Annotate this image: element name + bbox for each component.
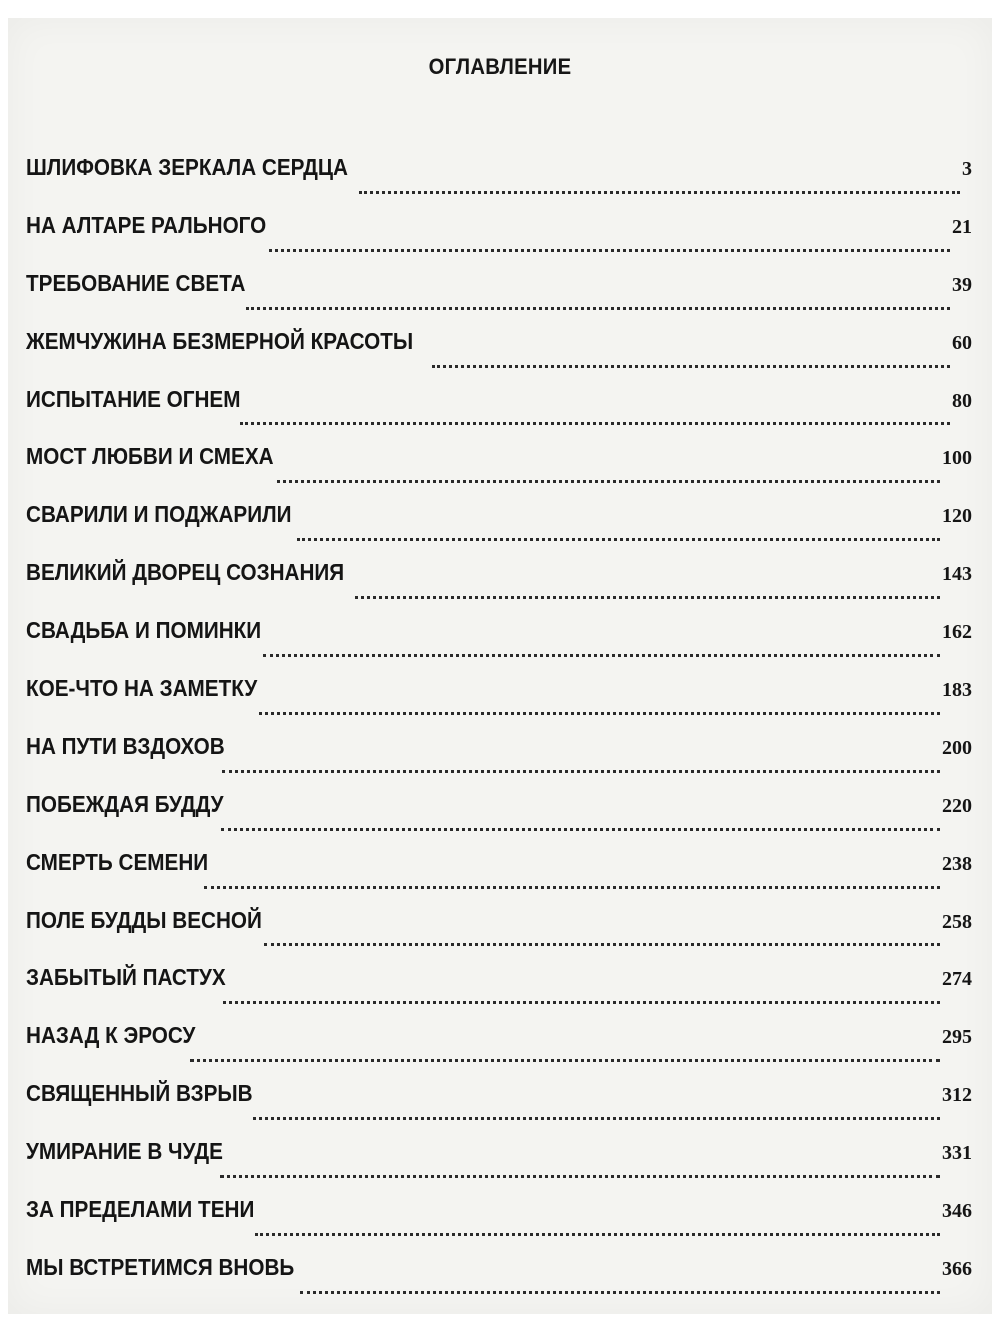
toc-entry[interactable] bbox=[26, 150, 972, 208]
toc-entry-title: СМЕРТЬ СЕМЕНИ bbox=[26, 848, 209, 875]
toc-entry-title: ЗАБЫТЫЙ ПАСТУХ bbox=[26, 964, 226, 991]
toc-entry-page-number: 238 bbox=[942, 852, 972, 875]
toc-entry-page-number: 312 bbox=[942, 1084, 972, 1107]
toc-entry[interactable] bbox=[26, 613, 972, 671]
dot-leader bbox=[253, 1114, 940, 1120]
toc-entry-page-number: 183 bbox=[942, 679, 972, 702]
dot-leader bbox=[264, 940, 940, 946]
toc-entry-page-number: 200 bbox=[942, 736, 972, 759]
toc-entry-title: СВЯЩЕННЫЙ ВЗРЫВ bbox=[26, 1080, 253, 1107]
toc-entry-title: СВАДЬБА И ПОМИНКИ bbox=[26, 617, 262, 644]
dot-leader bbox=[204, 883, 940, 889]
toc-entry[interactable] bbox=[26, 555, 972, 613]
toc-entry-title: НАЗАД К ЭРОСУ bbox=[26, 1022, 196, 1049]
toc-entry-title: ШЛИФОВКА ЗЕРКАЛА СЕРДЦА bbox=[26, 154, 348, 180]
toc-entry-page-number: 295 bbox=[942, 1026, 972, 1049]
dot-leader bbox=[269, 246, 950, 252]
dot-leader bbox=[300, 1288, 940, 1294]
toc-entry[interactable] bbox=[26, 1192, 972, 1250]
toc-entry-page-number: 39 bbox=[952, 273, 972, 296]
toc-entry-page-number: 258 bbox=[942, 910, 972, 933]
dot-leader bbox=[223, 998, 940, 1004]
dot-leader bbox=[259, 709, 940, 715]
dot-leader bbox=[220, 1172, 940, 1178]
toc-entry-page-number: 21 bbox=[952, 215, 972, 238]
toc-entry[interactable] bbox=[26, 324, 972, 382]
toc-entry-page-number: 162 bbox=[942, 621, 972, 644]
toc-entry-title: МОСТ ЛЮБВИ И СМЕХА bbox=[26, 443, 274, 470]
dot-leader bbox=[240, 419, 950, 425]
toc-entry-title: МЫ ВСТРЕТИМСЯ ВНОВЬ bbox=[26, 1253, 295, 1280]
toc-entry-page-number: 274 bbox=[942, 968, 972, 991]
dot-leader bbox=[263, 651, 940, 657]
toc-entry-page-number: 100 bbox=[942, 447, 972, 470]
toc-entry[interactable] bbox=[26, 1076, 972, 1134]
dot-leader bbox=[222, 767, 940, 773]
toc-entry-page-number: 220 bbox=[942, 794, 972, 817]
toc-entry-page-number: 120 bbox=[942, 505, 972, 528]
toc-entry-title: ИСПЫТАНИЕ ОГНЕМ bbox=[26, 385, 241, 412]
toc-entry[interactable] bbox=[26, 382, 972, 440]
toc-entry-page-number: 346 bbox=[942, 1200, 972, 1223]
dot-leader bbox=[355, 593, 940, 599]
toc-entry[interactable] bbox=[26, 671, 972, 729]
dot-leader bbox=[255, 1230, 940, 1236]
toc-entry-title: НА ПУТИ ВЗДОХОВ bbox=[26, 732, 225, 759]
toc-entry-page-number: 143 bbox=[942, 563, 972, 586]
dot-leader bbox=[432, 362, 950, 368]
toc-entry[interactable] bbox=[26, 208, 972, 266]
toc-entry-page-number: 3 bbox=[962, 158, 972, 180]
dot-leader bbox=[221, 825, 940, 831]
dot-leader bbox=[359, 188, 960, 194]
toc-entry[interactable] bbox=[26, 1250, 972, 1308]
dot-leader bbox=[190, 1056, 940, 1062]
toc-entry[interactable] bbox=[26, 1018, 972, 1076]
toc-entry-title: НА АЛТАРЕ РАЛЬНОГО bbox=[26, 211, 267, 238]
toc-entry[interactable] bbox=[26, 729, 972, 787]
page-title: ОГЛАВЛЕНИЕ bbox=[428, 54, 572, 79]
dot-leader bbox=[246, 304, 951, 310]
toc-entry-title: ЖЕМЧУЖИНА БЕЗМЕРНОЙ КРАСОТЫ bbox=[26, 327, 414, 354]
toc-entry[interactable] bbox=[26, 903, 972, 961]
dot-leader bbox=[277, 477, 940, 483]
toc-entry-page-number: 60 bbox=[952, 331, 972, 354]
toc-entry[interactable] bbox=[26, 845, 972, 903]
toc-entry[interactable] bbox=[26, 787, 972, 845]
toc-entry-page-number: 366 bbox=[942, 1257, 972, 1280]
toc-entry[interactable] bbox=[26, 1134, 972, 1192]
dot-leader bbox=[297, 535, 940, 541]
toc-entry-title: УМИРАНИЕ В ЧУДЕ bbox=[26, 1138, 223, 1165]
toc-entry-title: ПОЛЕ БУДДЫ ВЕСНОЙ bbox=[26, 906, 262, 933]
toc-entry-title: ВЕЛИКИЙ ДВОРЕЦ СОЗНАНИЯ bbox=[26, 559, 345, 586]
table-of-contents bbox=[26, 150, 972, 1308]
toc-entry[interactable] bbox=[26, 439, 972, 497]
toc-entry-title: ТРЕБОВАНИЕ СВЕТА bbox=[26, 269, 246, 296]
toc-entry-title: ПОБЕЖДАЯ БУДДУ bbox=[26, 790, 224, 817]
toc-entry[interactable] bbox=[26, 960, 972, 1018]
toc-entry-title: КОЕ-ЧТО НА ЗАМЕТКУ bbox=[26, 675, 258, 702]
toc-entry-title: ЗА ПРЕДЕЛАМИ ТЕНИ bbox=[26, 1196, 255, 1223]
toc-entry[interactable] bbox=[26, 497, 972, 555]
toc-entry-page-number: 331 bbox=[942, 1142, 972, 1165]
toc-entry-title: СВАРИЛИ И ПОДЖАРИЛИ bbox=[26, 501, 292, 528]
toc-entry-page-number: 80 bbox=[952, 389, 972, 412]
toc-entry[interactable] bbox=[26, 266, 972, 324]
